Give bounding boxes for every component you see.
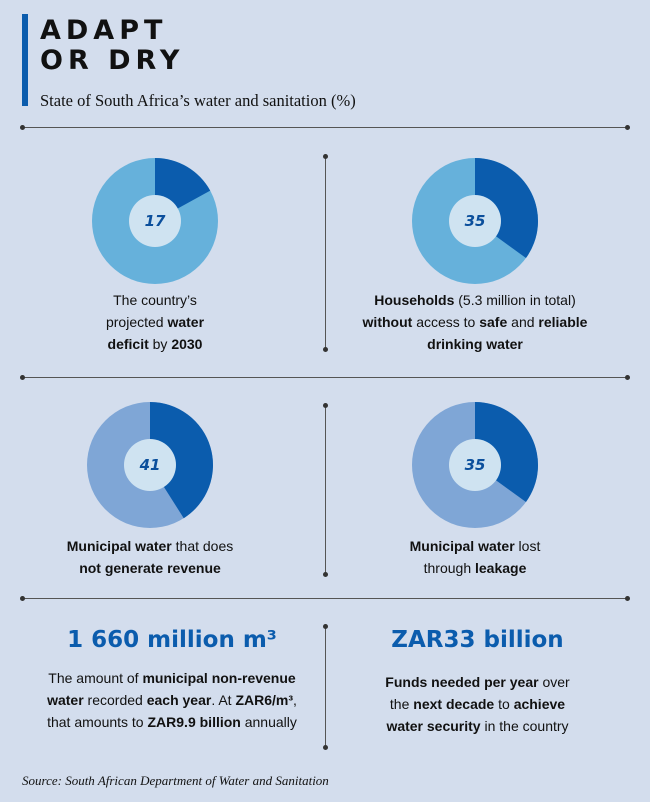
divider-middle [22, 377, 628, 378]
caption-1-bold: deficit [107, 336, 149, 352]
caption-3-text: that does [171, 538, 234, 554]
caption-4-text: lost [514, 538, 541, 554]
caption-3-bold: not generate revenue [79, 560, 221, 576]
page-title [40, 16, 184, 76]
stat-left-text: that amounts to [47, 714, 148, 730]
stat-right-text: over [538, 674, 570, 690]
caption-2-bold: Households [374, 292, 455, 308]
donut-chart-water-deficit [90, 156, 220, 286]
stat-right-bold: water security [386, 718, 481, 734]
stat-funds-description [330, 671, 625, 737]
donut-chart-leakage [410, 400, 540, 530]
stat-left-text: annually [240, 714, 297, 730]
divider-vertical-3 [325, 626, 326, 748]
caption-4-text: through [423, 560, 475, 576]
donut-svg-1 [90, 156, 220, 286]
caption-2-text: (5.3 million in total) [454, 292, 576, 308]
stat-right-text: in the country [480, 718, 569, 734]
stat-left-text: The amount of [48, 670, 143, 686]
stat-left-bold: municipal non-revenue [142, 670, 296, 686]
title-accent-bar [22, 14, 28, 106]
donut-svg-3 [85, 400, 215, 530]
divider-vertical-2 [325, 405, 326, 575]
divider-bottom [22, 598, 628, 599]
caption-1-text: projected [105, 314, 168, 330]
caption-non-revenue [35, 535, 265, 579]
donut-1-value-label: 17 [144, 212, 166, 230]
stat-right-bold: Funds needed per year [385, 674, 539, 690]
caption-2-bold: reliable [538, 314, 588, 330]
caption-2-text: access to [412, 314, 480, 330]
caption-leakage [360, 535, 590, 579]
caption-4-bold: Municipal water [409, 538, 515, 554]
donut-chart-households [410, 156, 540, 286]
title-line-2: OR DRY [40, 45, 185, 76]
caption-water-deficit [40, 289, 270, 355]
caption-4-bold: leakage [475, 560, 527, 576]
donut-2-value-label: 35 [464, 212, 486, 230]
caption-2-bold: safe [479, 314, 508, 330]
caption-3-bold: Municipal water [66, 538, 172, 554]
stat-right-bold: achieve [513, 696, 566, 712]
subtitle: State of South Africa’s water and sanitation (%) [40, 91, 356, 110]
stat-left-bold: ZAR6/m³ [235, 692, 294, 708]
stat-left-bold: each year [146, 692, 212, 708]
stat-left-bold: water [47, 692, 84, 708]
caption-1-line-1: The country’s [113, 292, 197, 308]
caption-2-text: and [507, 314, 539, 330]
divider-vertical-1 [325, 156, 326, 350]
stat-left-text: recorded [83, 692, 147, 708]
donut-chart-non-revenue [85, 400, 215, 530]
donut-svg-4 [410, 400, 540, 530]
stat-non-revenue-volume: 1 660 million m³ [67, 627, 277, 653]
stat-left-text: , [293, 692, 297, 708]
divider-top [22, 127, 628, 128]
caption-1-bold: 2030 [171, 336, 203, 352]
stat-funds-needed: ZAR33 billion [391, 627, 564, 653]
caption-1-bold: water [167, 314, 205, 330]
stat-right-text: to [494, 696, 514, 712]
stat-right-bold: next decade [413, 696, 495, 712]
donut-svg-2 [410, 156, 540, 286]
stat-left-bold: ZAR9.9 billion [147, 714, 241, 730]
donut-3-value-label: 41 [139, 456, 161, 474]
caption-2-bold: without [362, 314, 413, 330]
source-note: Source: South African Department of Water and Sanitation [22, 773, 329, 788]
stat-right-text: the [389, 696, 414, 712]
caption-1-text: by [148, 336, 172, 352]
title-line-1: ADAPT [40, 15, 168, 46]
stat-non-revenue-description [22, 667, 322, 733]
stat-left-text: . At [211, 692, 236, 708]
caption-households [330, 289, 620, 355]
donut-4-value-label: 35 [464, 456, 486, 474]
caption-2-bold: drinking water [427, 336, 523, 352]
